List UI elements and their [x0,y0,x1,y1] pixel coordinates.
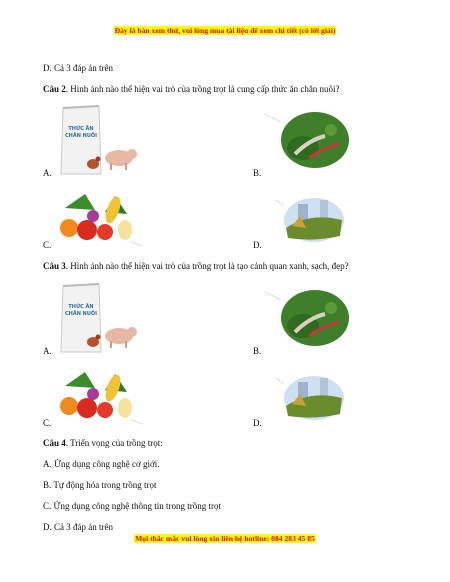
question-3-text: . Hình ảnh nào thể hiện vai trò của trồng trọt là tạo cảnh quan xanh, sạch, đẹp? [65,261,349,271]
q4-option-b[interactable]: B. Tự động hóa trong trồng trọt [43,480,157,490]
question-2-text: . Hình ảnh nào thể hiện vai trò của trồng trọt là cung cấp thức ăn chăn nuôi? [65,84,340,94]
question-2-number: Câu 2 [43,84,66,94]
q3-option-d[interactable]: D. [253,418,262,428]
previous-answer: D. Cả 3 đáp án trên [43,63,113,73]
feed-bag-label-2: CHĂN NUÔI [64,311,98,317]
question-4 [43,438,163,448]
feed-bag-label-1: THỨC ĂN [68,126,94,132]
header-banner: Đây là bản xem thử, vui lòng mua tài liệu để xem chi tiết (có lời giải) [114,26,336,35]
question-4-number: Câu 4 [43,438,66,448]
q3-option-a[interactable]: A. [43,346,52,356]
q4-option-d[interactable]: D. Cả 3 đáp án trên [43,522,113,532]
q2-option-c[interactable]: C. [43,240,52,250]
feed-bag-image [55,104,140,176]
q2-option-b[interactable]: B. [253,168,262,178]
question-2 [43,84,340,94]
q2-option-d[interactable]: D. [253,240,262,250]
q3-option-b[interactable]: B. [253,346,262,356]
footer-banner: Mọi thắc mắc vui lòng xin liên hệ hotline: 084 283 45 85 [135,534,315,543]
feed-bag-label-1: THỨC ĂN [68,304,94,310]
fruits-vegetables-image [55,190,145,248]
feed-bag-image [55,282,140,354]
feed-bag-label-2: CHĂN NUÔI [64,133,98,139]
q4-option-a[interactable]: A. Ứng dụng công nghệ cơ giới. [43,459,160,469]
landscape-garden-image [265,110,350,170]
q2-option-a[interactable]: A. [43,168,52,178]
question-3 [43,261,349,271]
question-4-text: . Triển vọng của trồng trọt: [65,438,163,448]
fruits-vegetables-image [55,368,145,426]
q3-option-c[interactable]: C. [43,418,52,428]
city-greenery-image [270,194,350,250]
q4-option-c[interactable]: C. Ứng dụng công nghệ thông tin trong trồng trọt [43,501,221,511]
city-greenery-image [270,372,350,428]
question-3-number: Câu 3 [43,261,66,271]
landscape-garden-image [265,288,350,348]
